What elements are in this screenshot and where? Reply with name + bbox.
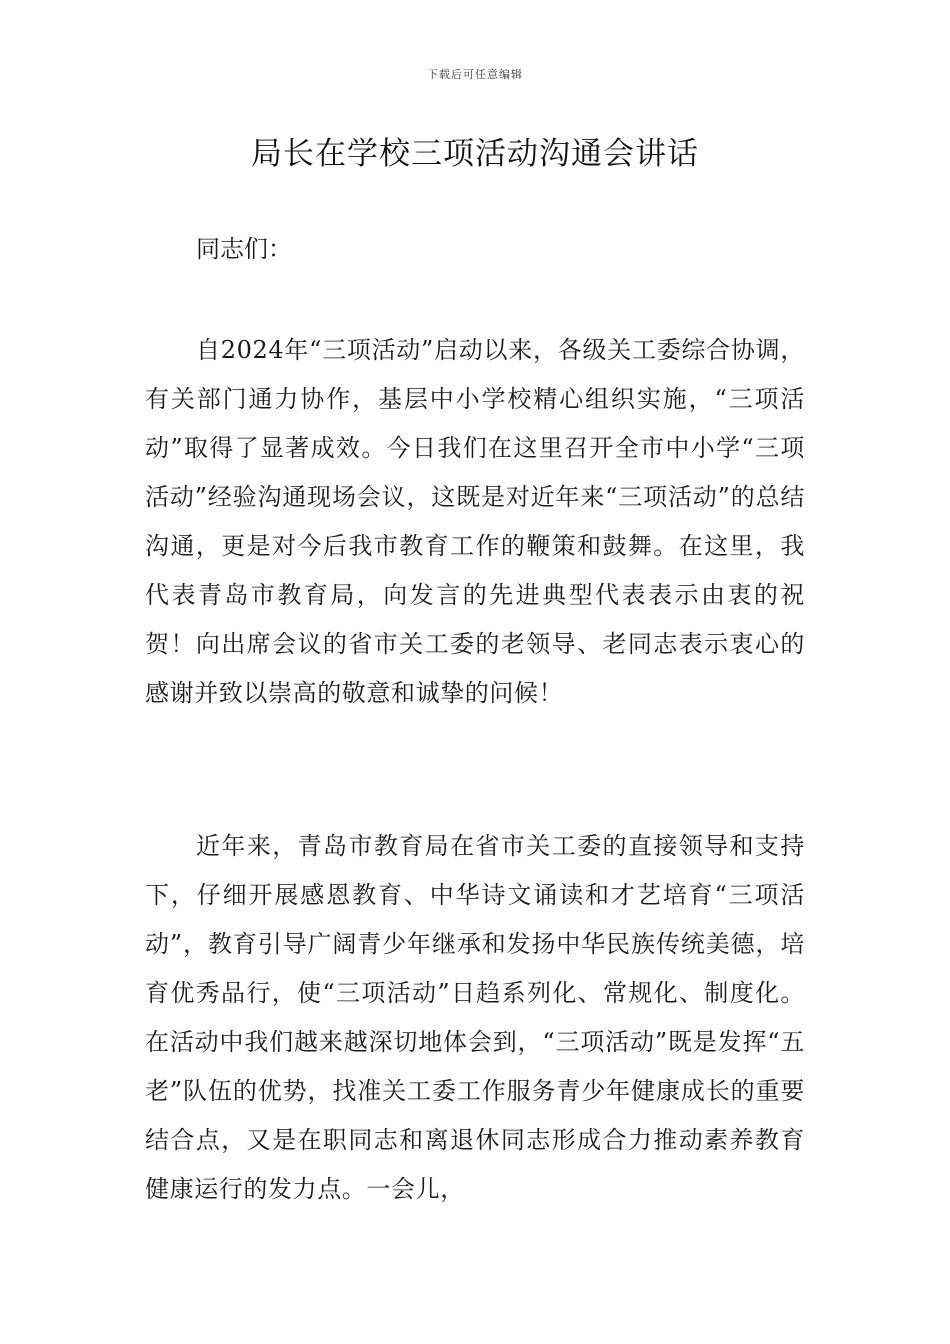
document-title: 局长在学校三项活动沟通会讲话 xyxy=(251,136,699,172)
header-note: 下载后可任意编辑 xyxy=(427,68,523,81)
body-paragraph: 近年来，青岛市教育局在省市关工委的直接领导和支持下，仔细开展感恩教育、中华诗文诵读和才艺培育“三项活动”，教育引导广阔青少年继承和发扬中华民族传统美德，培育优秀品行，使“三项活动”日趋系列化、常规化、制度化。在活动中我们越来越深切地体会到，“三项活动”既是发挥“五老”队伍的优势，找准关工委工作服务青少年健康成长的重要结合点，又是在职同志和离退休同志形成合力推动素养教育健康运行的发力点。一会儿， xyxy=(145,832,805,1203)
body-paragraph: 自2024年“三项活动”启动以来，各级关工委综合协调，有关部门通力协作，基层中小学校精心组织实施，“三项活动”取得了显著成效。今日我们在这里召开全市中小学“三项活动”经验沟通现场会议，这既是对近年来“三项活动”的总结沟通，更是对今后我市教育工作的鞭策和鼓舞。在这里，我代表青岛市教育局，向发言的先进典型代表表示由衷的祝贺！向出席会议的省市关工委的老领导、老同志表示衷心的感谢并致以崇高的敬意和诚挚的问候！ xyxy=(145,336,805,707)
salutation: 同志们： xyxy=(196,235,292,263)
